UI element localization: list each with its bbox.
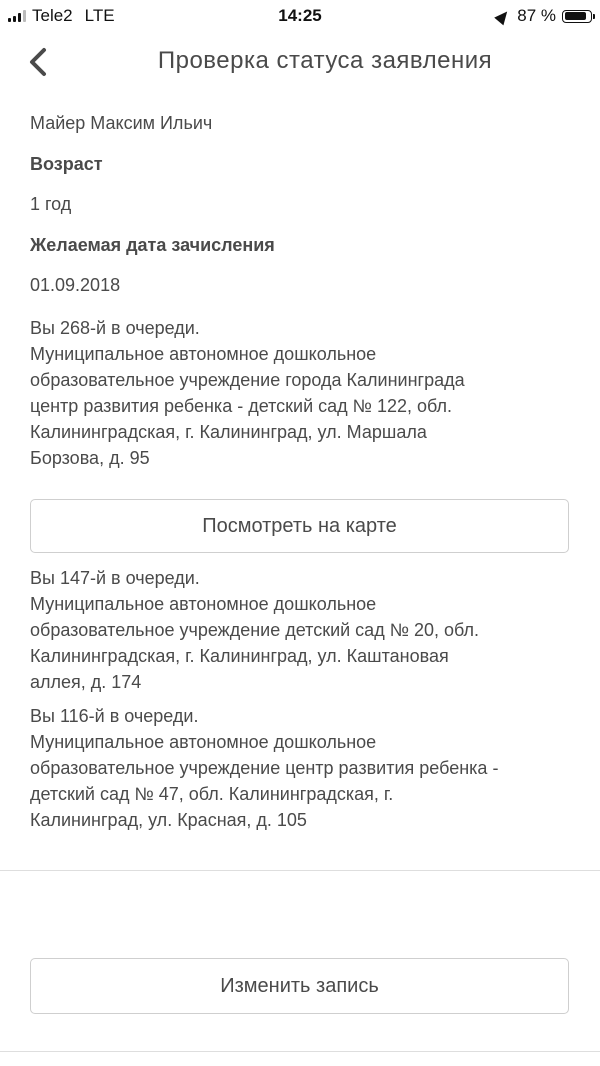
queue-position: Вы 268-й в очереди. bbox=[30, 318, 200, 338]
child-name: Майер Максим Ильич bbox=[30, 113, 213, 133]
location-arrow-icon bbox=[494, 7, 512, 25]
back-button[interactable] bbox=[22, 44, 58, 80]
address-line: центр развития ребенка - детский сад № 122, обл. bbox=[30, 396, 453, 416]
address-line: образовательное учреждение центр развития ребенка - bbox=[30, 758, 499, 778]
address-line: Калининград, ул. Красная, д. 105 bbox=[30, 810, 307, 830]
carrier-name: Tele2 bbox=[32, 6, 73, 25]
status-bar bbox=[0, 0, 600, 32]
queue-item bbox=[30, 703, 575, 833]
status-time: 14:25 bbox=[278, 6, 322, 25]
age-label: Возраст bbox=[30, 154, 103, 174]
enroll-date-label: Желаемая дата зачисления bbox=[30, 235, 275, 255]
kindergarten-address bbox=[30, 729, 575, 833]
kindergarten-address bbox=[30, 341, 575, 471]
address-line: Муниципальное автономное дошкольное bbox=[30, 344, 377, 364]
address-line: аллея, д. 174 bbox=[30, 672, 142, 692]
age-value: 1 год bbox=[30, 194, 72, 214]
address-line: детский сад № 47, обл. Калининградская, г. bbox=[30, 784, 394, 804]
address-line: Борзова, д. 95 bbox=[30, 448, 150, 468]
battery-percent: 87 % bbox=[517, 6, 556, 25]
edit-record-button[interactable]: Изменить запись bbox=[30, 958, 569, 1014]
queue-position: Вы 147-й в очереди. bbox=[30, 568, 200, 588]
enroll-date-value: 01.09.2018 bbox=[30, 275, 121, 295]
battery-fill bbox=[565, 12, 587, 20]
page-title: Проверка статуса заявления bbox=[157, 47, 493, 74]
address-line: Калининградская, г. Калининград, ул. Маршала bbox=[30, 422, 427, 442]
chevron-left-icon bbox=[22, 44, 58, 80]
address-line: Муниципальное автономное дошкольное bbox=[30, 594, 377, 614]
view-on-map-button[interactable]: Посмотреть на карте bbox=[30, 499, 569, 553]
status-right bbox=[497, 6, 592, 26]
queue-position: Вы 116-й в очереди. bbox=[30, 706, 199, 726]
queue-item bbox=[30, 565, 575, 695]
divider bbox=[0, 1051, 600, 1052]
address-line: Муниципальное автономное дошкольное bbox=[30, 732, 377, 752]
divider bbox=[0, 870, 600, 871]
battery-icon bbox=[562, 10, 592, 23]
network-type: LTE bbox=[84, 6, 115, 25]
address-line: образовательное учреждение города Калининграда bbox=[30, 370, 465, 390]
kindergarten-address bbox=[30, 591, 575, 695]
nav-bar bbox=[0, 32, 600, 90]
address-line: образовательное учреждение детский сад № 20, обл. bbox=[30, 620, 480, 640]
address-line: Калининградская, г. Калининград, ул. Каштановая bbox=[30, 646, 449, 666]
queue-item bbox=[30, 315, 575, 471]
